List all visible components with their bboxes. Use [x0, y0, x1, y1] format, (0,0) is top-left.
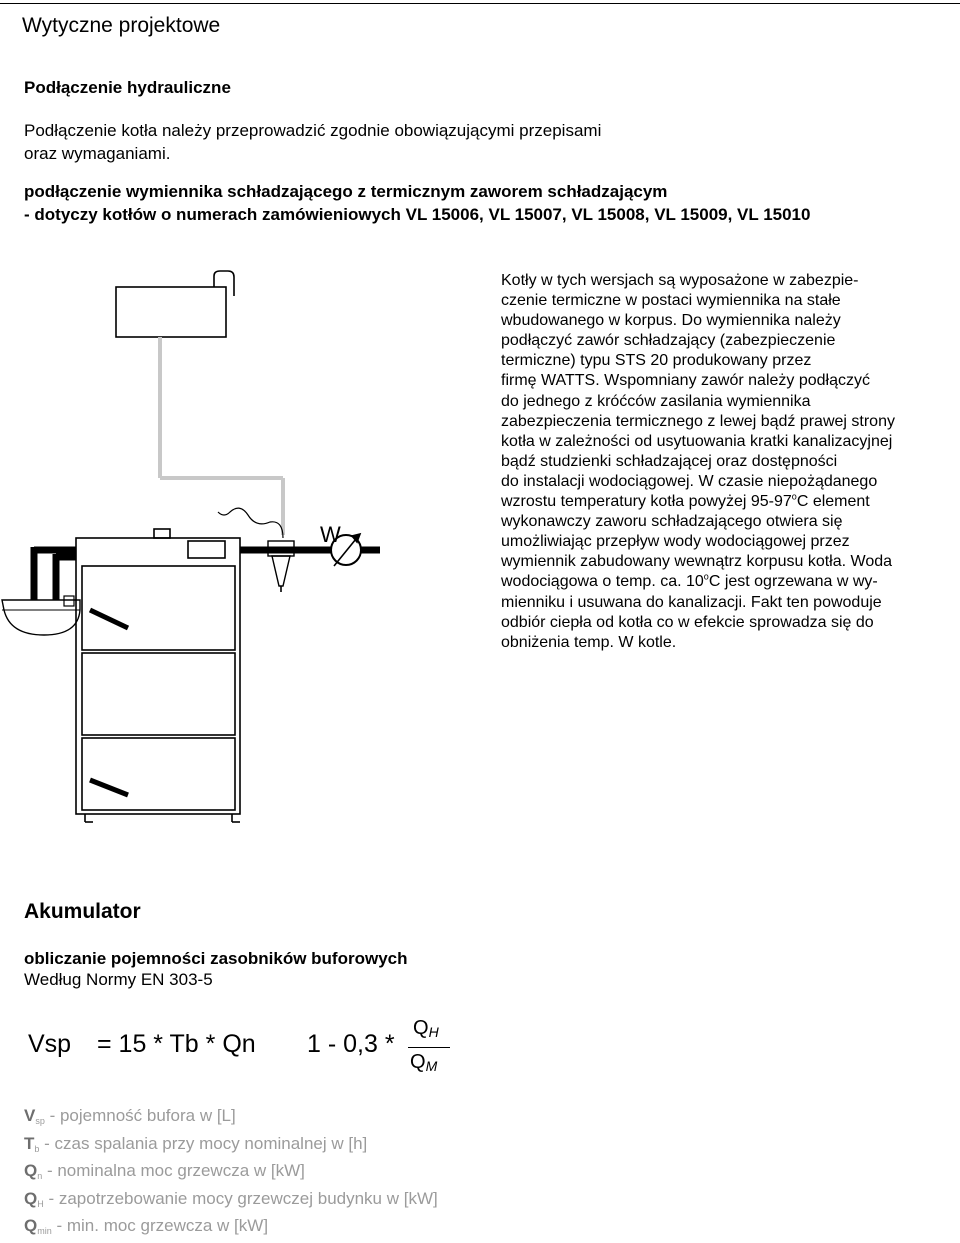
legend-item: $T_b$ - czas spalania przy mocy nominalnej w [h] — [24, 1133, 368, 1154]
formula-denominator: QM — [410, 1051, 438, 1074]
intro-line-1: Podłączenie kotła należy przeprowadzić zgodnie obowiązującymi przepisami — [24, 121, 602, 140]
intro-line-2: oraz wymaganiami. — [24, 144, 171, 163]
formula-factor: 1 - 0,3 * — [307, 1030, 395, 1058]
expansion-tank — [116, 287, 226, 337]
formula-main: = 15 * Tb * Qn — [97, 1030, 256, 1058]
hydraulic-heading: Podłączenie hydrauliczne — [24, 78, 231, 97]
side-description: Kotły w tych wersjach są wyposażone w zabezpie- czenie termiczne w postaci wymiennika na stałe wbudowanego w korpus. Do wymiennika należy podłączyć zawór schładzający (zabezpieczenie termiczne) typu STS 20 produkowany przez firmę WATTS. Wspomniany zawór należy podłączyć do jednego z króćców zasilania wymiennika zabezpieczenia termicznego z lewej bądź prawej strony kotła w zależności od usytuowania kratki kanalizacyjnej bądź studzienki schładzającej oraz dostępności do instalacji wodociągowej. W czasie niepożądanego wzrostu temperatury kotła powyżej 95-97$^o$C element wykonawczy zaworu schładzającego otwiera się umożliwiając przepływ wody wodociągowej przez wymiennik zabudowany wewnątrz korpusu kotła. Woda wodociągowa o temp. ca. 10$^o$C jest ogrzewana w wy- mienniku i usuwana do kanalizacji. Fakt ten powoduje odbiór ciepła od kotła co w efekcie sprowadza się do obniżenia temp. W kotle. — [501, 272, 895, 651]
legend-item: $Q_H$ - zapotrzebowanie mocy grzewczej budynku w [kW] — [24, 1188, 438, 1209]
fraction-bar — [408, 1047, 450, 1048]
boiler-body — [76, 538, 240, 814]
diagram-label-w: W — [320, 522, 341, 547]
boiler-connection-diagram — [0, 260, 480, 840]
cooling-valve-body — [272, 556, 290, 586]
top-connector — [154, 529, 170, 538]
control-panel — [188, 541, 225, 558]
formula-vsp: Vsp — [28, 1030, 72, 1058]
exchanger-subheading — [24, 180, 954, 226]
boiler-door-top — [82, 566, 235, 650]
calc-title: obliczanie pojemności zasobników buforowych — [24, 949, 408, 968]
subheading-line-2: - dotyczy kotłów o numerach zamówieniowych VL 15006, VL 15007, VL 15008, VL 15009, VL 15010 — [24, 205, 811, 224]
hydraulic-intro — [24, 119, 724, 165]
tank-vent-pipe — [214, 271, 234, 296]
subheading-line-1: podłączenie wymiennika schładzającego z termicznym zaworem schładzającym — [24, 182, 668, 201]
norm-reference: Według Normy EN 303-5 — [24, 970, 213, 989]
legend-item: $Q_n$ - nominalna moc grzewcza w [kW] — [24, 1161, 305, 1181]
boiler-door-bottom — [82, 738, 235, 810]
legend-item: $Q_{min}$ - min. moc grzewcza w [kW] — [24, 1216, 269, 1236]
boiler-door-middle — [82, 653, 235, 735]
formula-numerator: QH — [413, 1017, 439, 1040]
formula-legend — [24, 1105, 438, 1243]
legend-item: $V_{sp}$ - pojemność bufora w [L] — [24, 1106, 236, 1126]
top-rule — [0, 3, 960, 4]
page-title: Wytyczne projektowe — [22, 14, 221, 37]
accumulator-heading: Akumulator — [24, 900, 141, 923]
